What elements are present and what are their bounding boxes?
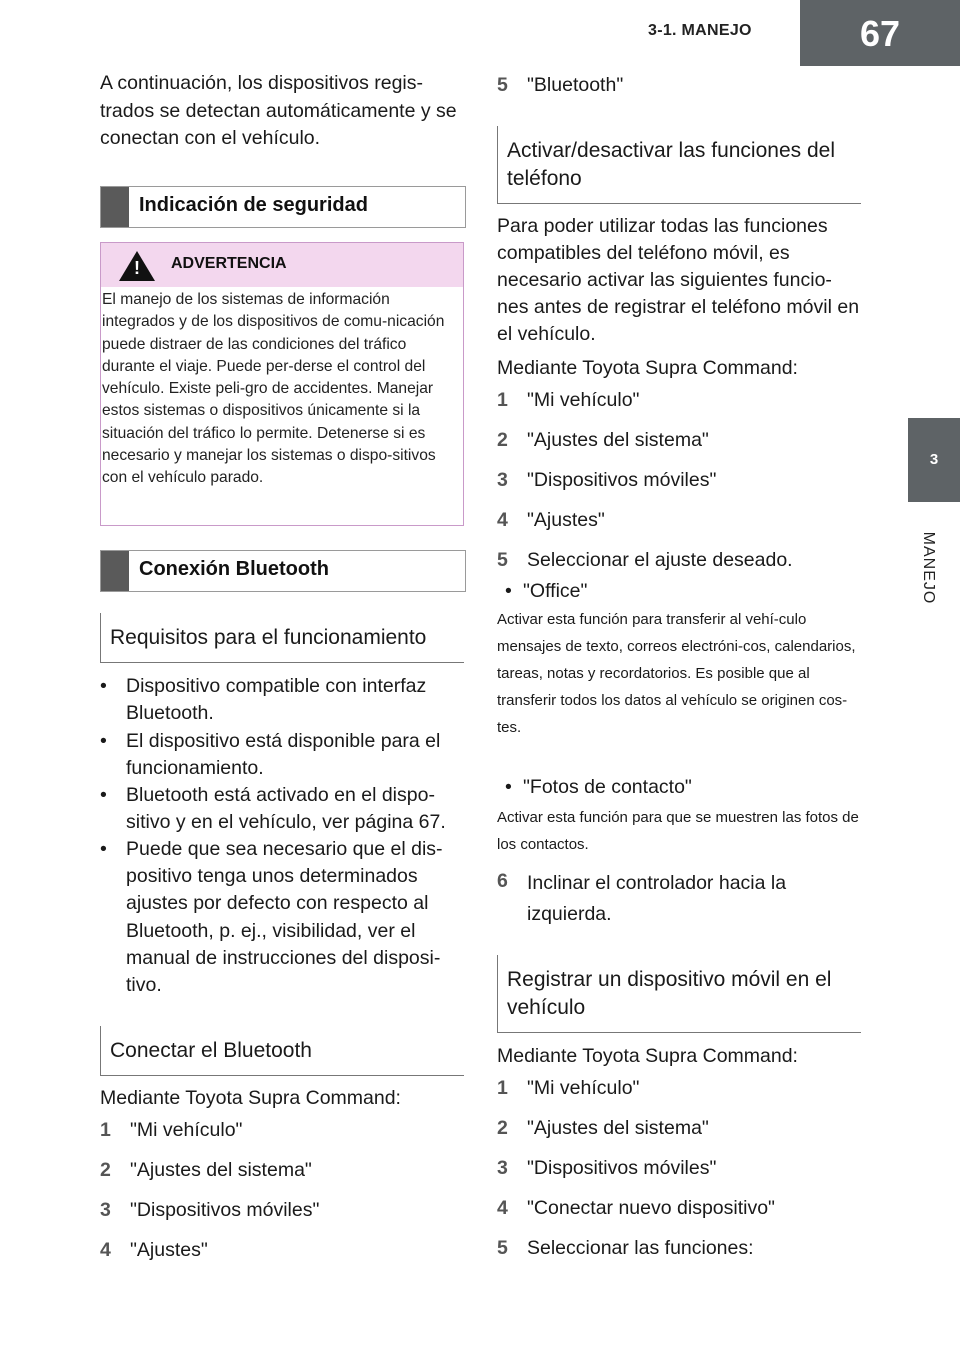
warning-title: ADVERTENCIA xyxy=(171,255,287,272)
step-number: 5 xyxy=(497,74,508,96)
step-item xyxy=(497,507,863,534)
bullet-icon: • xyxy=(100,730,107,752)
bullet-icon: • xyxy=(100,784,107,806)
step-item xyxy=(497,868,863,930)
step-item xyxy=(100,1117,466,1144)
register-device-heading: Registrar un dispositivo móvil en el vehículo xyxy=(497,955,861,1033)
step-item xyxy=(100,1157,466,1184)
safety-heading-box xyxy=(100,186,466,228)
command-intro: Mediante Toyota Supra Command: xyxy=(100,1087,401,1109)
step-text: Seleccionar las funciones: xyxy=(527,1237,754,1259)
step-item xyxy=(497,387,863,414)
intro-paragraph: A continuación, los dispositivos regis-trados se detectan automáticamente y se conectan con el vehículo. xyxy=(100,72,457,149)
bullet-icon: • xyxy=(505,776,512,798)
requirements-heading: Requisitos para el funcionamiento xyxy=(100,613,464,663)
list-item-text: El dispositivo está disponible para el funcionamiento. xyxy=(126,730,441,780)
step-number: 4 xyxy=(100,1239,111,1261)
list-item-text: Puede que sea necesario que el dis-positivo tenga unos determinados ajustes por defecto con respecto al Bluetooth, p. ej., visibilidad, ver el manual de instrucciones del disposi-tivo. xyxy=(126,838,443,997)
warning-box xyxy=(100,242,464,526)
exclamation-icon: ! xyxy=(134,258,140,278)
step-number: 1 xyxy=(497,389,508,411)
bullet-icon: • xyxy=(505,580,512,602)
warning-body: El manejo de los sistemas de información integrados y de los dispositivos de comu-nicación puede distraer de las condiciones del tráfico durante el viaje. Puede per-derse el control del vehículo. Existe peli-gro de accidentes. Manejar estos sistemas o dispositivos únicamente si la situación del tráfico lo permite. Detenerse si es necesario y manejar los sistemas o dispo-sitivos con el vehículo parado. xyxy=(102,291,445,487)
step-item xyxy=(497,467,863,494)
step-text: "Mi vehículo" xyxy=(527,1077,640,1099)
list-item xyxy=(100,836,466,999)
list-item xyxy=(100,782,466,836)
list-item xyxy=(100,673,466,727)
step-number: 2 xyxy=(497,429,508,451)
step-item xyxy=(497,72,863,99)
command-intro: Mediante Toyota Supra Command: xyxy=(497,1045,798,1067)
bluetooth-heading-box xyxy=(100,550,466,592)
step-item xyxy=(497,1195,863,1222)
list-item-text: "Fotos de contacto" xyxy=(523,776,692,798)
step-item xyxy=(497,427,863,454)
step-item xyxy=(497,1115,863,1142)
step-number: 2 xyxy=(100,1159,111,1181)
step-text: "Dispositivos móviles" xyxy=(527,469,717,491)
chapter-label: MANEJO xyxy=(920,531,937,605)
bullet-icon: • xyxy=(100,838,107,860)
warning-header xyxy=(101,243,463,287)
step-number: 6 xyxy=(497,870,508,892)
phone-functions-heading: Activar/desactivar las funciones del teléfono xyxy=(497,126,861,204)
list-item xyxy=(505,578,863,605)
step-text: "Mi vehículo" xyxy=(130,1119,243,1141)
list-item-text: Dispositivo compatible con interfaz Bluetooth. xyxy=(126,675,427,725)
step-number: 1 xyxy=(100,1119,111,1141)
step-text: "Ajustes del sistema" xyxy=(527,1117,709,1139)
step-number: 3 xyxy=(497,1157,508,1179)
step-item xyxy=(497,1235,863,1262)
step-item xyxy=(100,1237,466,1264)
step-text: "Bluetooth" xyxy=(527,74,624,96)
step-text: "Ajustes del sistema" xyxy=(130,1159,312,1181)
list-item xyxy=(505,774,863,801)
step-text: "Dispositivos móviles" xyxy=(527,1157,717,1179)
step-number: 1 xyxy=(497,1077,508,1099)
safety-heading: Indicación de seguridad xyxy=(139,194,368,216)
bullet-icon: • xyxy=(100,675,107,697)
page-number: 67 xyxy=(800,0,960,66)
step-text: "Dispositivos móviles" xyxy=(130,1199,320,1221)
chapter-tab: 3 xyxy=(908,418,960,502)
phone-intro: Para poder utilizar todas las funciones compatibles del teléfono móvil, es necesario activar las siguientes funcio-nes antes de registrar el teléfono móvil en el vehículo. xyxy=(497,215,860,345)
step-number: 4 xyxy=(497,509,508,531)
list-item-text: "Office" xyxy=(523,580,588,602)
office-description: Activar esta función para transferir al vehí-culo mensajes de texto, correos electróni-cos, calendarios, tareas, notas y recordatorios. Es posible que al transferir todos los datos al vehículo se originen cos-tes. xyxy=(497,611,856,736)
step-number: 4 xyxy=(497,1197,508,1219)
step-text: Inclinar el controlador hacia la izquierda. xyxy=(527,872,787,925)
step-number: 3 xyxy=(100,1199,111,1221)
command-intro: Mediante Toyota Supra Command: xyxy=(497,357,798,379)
connect-heading: Conectar el Bluetooth xyxy=(100,1026,464,1076)
step-text: Seleccionar el ajuste deseado. xyxy=(527,549,793,571)
heading-bar xyxy=(101,187,129,227)
step-text: "Conectar nuevo dispositivo" xyxy=(527,1197,775,1219)
section-title: 3-1. MANEJO xyxy=(648,22,752,39)
step-text: "Ajustes" xyxy=(130,1239,208,1261)
step-item xyxy=(497,1155,863,1182)
step-item xyxy=(497,1075,863,1102)
step-text: "Ajustes del sistema" xyxy=(527,429,709,451)
photos-description: Activar esta función para que se muestren las fotos de los contactos. xyxy=(497,809,859,853)
step-item xyxy=(100,1197,466,1224)
step-number: 5 xyxy=(497,549,508,571)
bluetooth-heading: Conexión Bluetooth xyxy=(139,558,329,580)
step-number: 3 xyxy=(497,469,508,491)
step-number: 2 xyxy=(497,1117,508,1139)
step-text: "Ajustes" xyxy=(527,509,605,531)
step-text: "Mi vehículo" xyxy=(527,389,640,411)
heading-bar xyxy=(101,551,129,591)
step-number: 5 xyxy=(497,1237,508,1259)
list-item-text: Bluetooth está activado en el dispo-sitivo y en el vehículo, ver página 67. xyxy=(126,784,446,834)
list-item xyxy=(100,728,466,782)
step-item xyxy=(497,547,863,574)
